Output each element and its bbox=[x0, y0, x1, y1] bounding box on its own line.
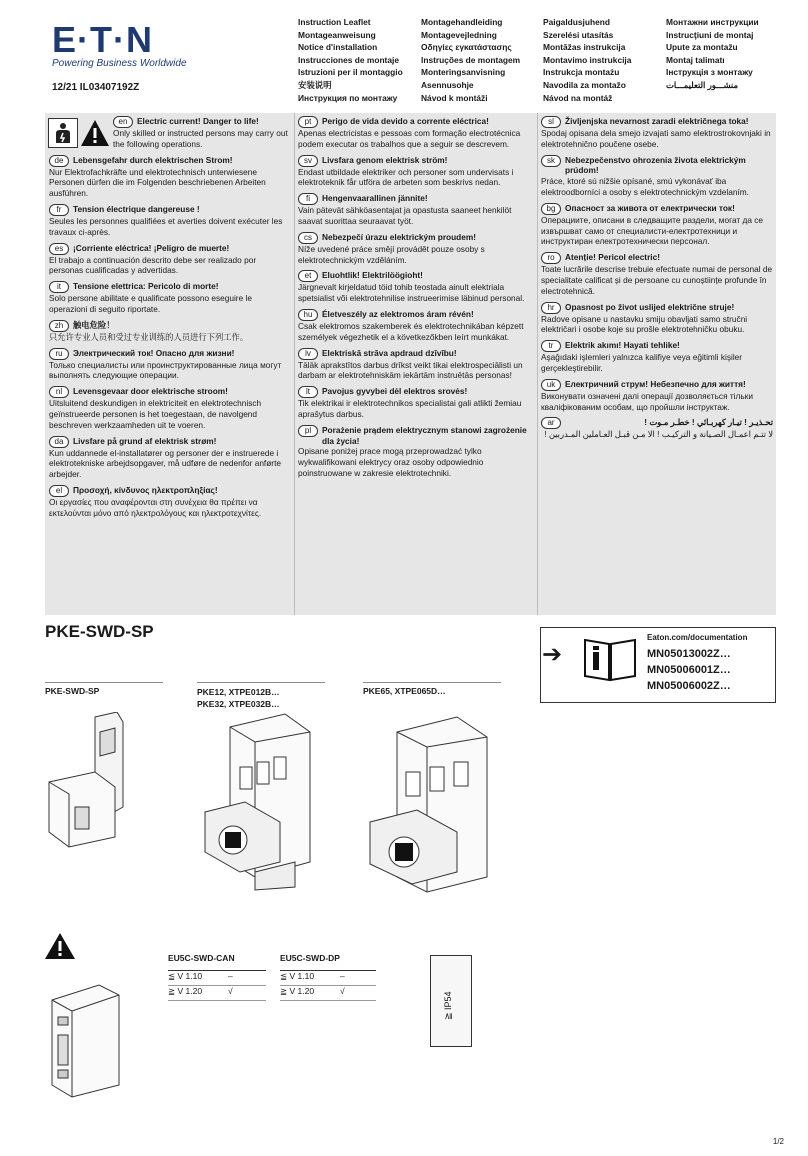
warning-ru bbox=[49, 348, 289, 382]
warning-body: Práce, ktoré sú nižšie opísané, smú vykonávať iba elektroodborníci a osoby s elektrotechnickým vzdelaním. bbox=[541, 176, 749, 197]
language-code-badge: de bbox=[49, 155, 69, 167]
doc-ref: MN05006001Z… bbox=[647, 664, 731, 676]
language-code-badge: ru bbox=[49, 348, 69, 360]
language-code-badge: nl bbox=[49, 386, 69, 398]
table-row: ≦ V 1.10 – bbox=[280, 971, 376, 986]
language-code-badge: el bbox=[49, 485, 69, 497]
warning-triangle-icon bbox=[44, 932, 76, 960]
warning-heading: ¡Corriente eléctrica! ¡Peligro de muerte! bbox=[73, 242, 230, 253]
warning-body: Операциите, описани в следващите раздели, могат да се извършват само от специалисти-електротехници и инструктиран електротехнически персонал. bbox=[541, 214, 764, 247]
warning-ro bbox=[541, 252, 773, 296]
warning-et bbox=[298, 270, 532, 304]
documentation-text bbox=[647, 630, 747, 694]
warning-heading: Livsfara genom elektrisk ström! bbox=[322, 154, 448, 165]
language-code-badge: tr bbox=[541, 340, 561, 352]
title-language-item: Istruzioni per il montaggio bbox=[298, 67, 403, 78]
warning-body: El trabajo a continuación descrito debe ser realizado por personas cualificadas y advertidas. bbox=[49, 254, 257, 276]
warning-heading: تحـذيـر ! تيـار كهربـائي ! خطـر مـوت ! bbox=[644, 417, 773, 428]
warning-heading: Elektrik akımı! Hayati tehlike! bbox=[565, 340, 680, 351]
title-language-item: Οδηγίες εγκατάστασης bbox=[421, 42, 512, 53]
language-code-badge: ar bbox=[541, 417, 561, 429]
warning-body: Apenas electricistas e pessoas com formação electrotécnica podem executar os trabalhos que a seguir se descrevem. bbox=[298, 128, 521, 149]
titles-col-1 bbox=[298, 16, 403, 104]
warning-heading: Elektriskā strāva apdraud dzīvību! bbox=[322, 347, 457, 358]
title-language-item: 安装说明 bbox=[298, 79, 332, 90]
warning-fi bbox=[298, 193, 532, 227]
warning-heading: Hengenvaarallinen jännite! bbox=[322, 193, 428, 204]
language-code-badge: bg bbox=[541, 203, 561, 215]
warning-body: Radove opisane u nastavku smiju obavljati samo stručni električari i osobe koje su prošle elektrotehničku obuku. bbox=[541, 313, 748, 335]
warning-body: Aşağıdaki işlemleri yalnızca kalifiye veya eğitimli kişiler gerçekleştirebilir. bbox=[541, 352, 743, 373]
warning-heading: Опасност за живота от електрически ток! bbox=[565, 202, 735, 213]
warning-sl bbox=[541, 116, 773, 150]
warning-heading: Életveszély az elektromos áram révén! bbox=[322, 308, 474, 319]
title-language-item: Notice d'installation bbox=[298, 42, 378, 53]
language-code-badge: pt bbox=[298, 116, 318, 128]
language-code-badge: uk bbox=[541, 379, 561, 391]
warning-heading: Atenție! Pericol electric! bbox=[565, 252, 660, 263]
doc-ref: MN05006002Z… bbox=[647, 680, 731, 692]
warning-body: Only skilled or instructed persons may carry out the following operations. bbox=[113, 128, 288, 149]
language-code-badge: en bbox=[113, 116, 133, 128]
document-id: 12/21 IL03407192Z bbox=[52, 82, 140, 93]
warning-ar bbox=[541, 417, 773, 440]
warning-da bbox=[49, 436, 289, 480]
tagline: Powering Business Worldwide bbox=[52, 58, 187, 69]
title-language-item: Paigaldusjuhend bbox=[543, 17, 611, 27]
warning-heading: Електричний струм! Небезпечно для життя! bbox=[565, 378, 746, 389]
language-code-badge: sl bbox=[541, 116, 561, 128]
title-language-item: Upute za montažu bbox=[666, 42, 738, 53]
title-language-item: Montagevejledning bbox=[421, 29, 497, 40]
table-row: ≧ V 1.20 √ bbox=[280, 986, 376, 1001]
warning-uk bbox=[541, 379, 773, 413]
product-title: PKE-SWD-SP bbox=[45, 622, 154, 641]
page-number: 1/2 bbox=[772, 1137, 784, 1146]
table-row: ≦ V 1.10 – bbox=[168, 971, 266, 986]
documentation-heading: Eaton.com/documentation bbox=[647, 633, 748, 642]
warning-body: Tālāk aprakstītos darbus drīkst veikt tikai elektrospeciālisti un darbam ar elektrotehniskām iekārtām instruētās personas! bbox=[298, 359, 523, 381]
title-language-item: Instruções de montagem bbox=[421, 54, 521, 65]
warning-heading: Porażenie prądem elektrycznym stanowi zagrożenie dla życia! bbox=[322, 424, 527, 446]
warning-lt bbox=[298, 386, 532, 420]
warning-heading: Livsfare på grund af elektrisk strøm! bbox=[73, 435, 217, 446]
warning-heading: Lebensgefahr durch elektrischen Strom! bbox=[73, 154, 233, 165]
pke-swd-sp-drawing bbox=[45, 712, 135, 852]
title-language-item: Instruction Leaflet bbox=[298, 17, 371, 27]
language-code-badge: it bbox=[49, 281, 69, 293]
warning-pl bbox=[298, 425, 532, 479]
language-code-badge: fr bbox=[49, 204, 69, 216]
warning-heading: Tensione elettrica: Pericolo di morte! bbox=[73, 281, 219, 292]
warning-body: Níže uvedené práce smějí provádět pouze osoby s elektrotechnickým vzděláním. bbox=[298, 243, 485, 265]
title-language-item: Navodila za montažo bbox=[543, 79, 626, 90]
warning-body: Spodaj opisana dela smejo izvajati samo elektrostrokovnjaki in elektrotehnično poučene osebe. bbox=[541, 128, 771, 149]
warning-body: Solo persone abilitate e qualificate possono eseguire le operazioni di seguito riportate. bbox=[49, 293, 252, 314]
warnings-column-2 bbox=[298, 116, 532, 484]
title-language-item: Инструкция по монтажу bbox=[298, 92, 398, 103]
language-code-badge: lv bbox=[298, 348, 318, 360]
language-code-badge: cs bbox=[298, 232, 318, 244]
title-language-item: Návod k montáži bbox=[421, 92, 488, 103]
title-language-item: Montagehandleiding bbox=[421, 17, 503, 27]
warning-body: Tik elektrikai ir elektrotechnikos specialistai gali atlikti žemiau aprašytus darbus. bbox=[298, 398, 522, 419]
warning-heading: Pavojus gyvybei dėl elektros srovės! bbox=[322, 386, 468, 397]
arrow-right-icon: ➔ bbox=[542, 641, 563, 668]
warning-body: Uitsluitend deskundigen in elektriciteit en elektrotechnisch geïnstrueerde personen is het toegestaan, de navolgend beschreven werkzaamheden uit te voeren. bbox=[49, 398, 262, 430]
language-code-badge: da bbox=[49, 436, 69, 448]
warning-body: Csak elektromos szakemberek és elektrotechnikában képzett személyek végezhetik el a következőkben leírt munkákat. bbox=[298, 320, 524, 342]
title-language-item: Montageanweisung bbox=[298, 29, 376, 40]
titles-col-4 bbox=[666, 16, 759, 92]
titles-col-2 bbox=[421, 16, 520, 104]
warning-heading: Nebezpečí úrazu elektrickým proudem! bbox=[322, 231, 477, 242]
warnings-column-1 bbox=[49, 116, 289, 524]
title-language-item: Montaj talimatı bbox=[666, 54, 725, 65]
table-header: EU5C-SWD-CAN bbox=[168, 953, 266, 971]
title-language-item: Instrucciones de montaje bbox=[298, 54, 399, 65]
pke65-drawing bbox=[362, 712, 512, 902]
warning-el bbox=[49, 485, 289, 519]
warning-pt bbox=[298, 116, 532, 150]
warning-heading: Electric current! Danger to life! bbox=[137, 116, 259, 126]
warning-heading: Προσοχή, κίνδυνος ηλεκτροπληξίας! bbox=[73, 484, 218, 495]
title-language-item: Monteringsanvisning bbox=[421, 67, 506, 78]
warnings-column-3 bbox=[541, 116, 773, 445]
figure-label-2: PKE12, XTPE012B… PKE32, XTPE032B… bbox=[197, 687, 280, 709]
manual-info-icon bbox=[583, 636, 637, 682]
doc-ref: MN05013002Z… bbox=[647, 648, 731, 660]
warning-tr bbox=[541, 340, 773, 374]
warning-sk bbox=[541, 155, 773, 198]
pke12-pke32-drawing bbox=[195, 712, 335, 892]
language-code-badge: pl bbox=[298, 425, 318, 437]
warning-zh bbox=[49, 320, 289, 343]
language-code-badge: hr bbox=[541, 302, 561, 314]
title-language-item: Instrucţiuni de montaj bbox=[666, 29, 754, 40]
language-code-badge: es bbox=[49, 243, 69, 255]
warning-es bbox=[49, 243, 289, 277]
ip-rating-label: ≧ IP54 bbox=[443, 991, 453, 1020]
warning-sv bbox=[298, 155, 532, 189]
warning-heading: Eluohtlik! Elektrilöögioht! bbox=[322, 270, 423, 281]
warning-fr bbox=[49, 204, 289, 238]
language-code-badge: hu bbox=[298, 309, 318, 321]
language-code-badge: ro bbox=[541, 252, 561, 264]
warning-en bbox=[49, 116, 289, 150]
warning-body: Seules les personnes qualifiées et averties doivent exécuter les travaux ci-après. bbox=[49, 215, 283, 237]
warning-de bbox=[49, 155, 289, 199]
title-language-item: Szerelési utasítás bbox=[543, 29, 614, 40]
title-language-item: Návod na montáž bbox=[543, 92, 613, 103]
warning-hu bbox=[298, 309, 532, 343]
warning-body: Järgnevalt kirjeldatud töid tohib teostada ainult elektriala spetsialist või elektrotehnilise instrueerimise läbinud personal. bbox=[298, 282, 525, 304]
language-code-badge: zh bbox=[49, 320, 69, 332]
warning-body: Endast utbildade elektriker och personer som undervisats i elektroteknik får utföra de arbeten som beskrivs nedan. bbox=[298, 166, 514, 188]
language-code-badge: sk bbox=[541, 155, 561, 167]
warning-lv bbox=[298, 348, 532, 382]
title-language-item: Монтажни инструкции bbox=[666, 17, 759, 27]
compat-table-dp bbox=[280, 953, 376, 1001]
warning-heading: Электрический ток! Опасно для жизни! bbox=[73, 347, 235, 358]
warning-hr bbox=[541, 302, 773, 336]
warning-body: Nur Elektrofachkräfte und elektrotechnisch unterwiesene Personen dürfen die im Folgenden beschriebenen Arbeiten ausführen. bbox=[49, 166, 266, 199]
ip54-enclosure bbox=[430, 955, 472, 1047]
warning-heading: Levensgevaar door elektrische stroom! bbox=[73, 386, 228, 397]
warning-heading: Nebezpečenstvo ohrozenia života elektrickým prúdom! bbox=[565, 154, 746, 176]
figure-label-1: PKE-SWD-SP bbox=[45, 686, 100, 696]
title-language-item: Montavimo instrukcija bbox=[543, 54, 632, 65]
warning-heading: Življenjska nevarnost zaradi električnega toka! bbox=[565, 116, 749, 126]
warning-heading: 触电危险！ bbox=[73, 319, 115, 330]
table-row: ≧ V 1.20 √ bbox=[168, 986, 266, 1001]
table-header: EU5C-SWD-DP bbox=[280, 953, 376, 971]
warning-bg bbox=[541, 203, 773, 247]
warning-body: Kun uddannede el-installatører og personer der e instruerede i elektrotekniske arbejdsopgaver, må udføre de nedenfor anførte arbejder. bbox=[49, 447, 281, 480]
title-language-item: Montāžas instrukcija bbox=[543, 42, 626, 53]
warning-body: Toate lucrările descrise trebuie efectuate numai de personal de specialitate calificat și de persoane cu cunoștiințe profunde în electrotehnică. bbox=[541, 264, 773, 296]
warning-body: لا تتـم اعمـال الصـيانة و التركيـب ! الا مـن قبـل العـاملين المـدربين ! bbox=[544, 429, 773, 440]
warning-heading: Opasnost po život uslijed električne struje! bbox=[565, 301, 735, 312]
title-language-item: منشـــور التعليمـــات bbox=[666, 79, 738, 90]
title-language-item: Asennusohje bbox=[421, 79, 474, 90]
language-code-badge: et bbox=[298, 270, 318, 282]
warning-heading: Perigo de vida devido a corrente eléctrica! bbox=[322, 116, 489, 126]
figure-label-3: PKE65, XTPE065D… bbox=[363, 686, 446, 696]
warning-heading: Tension électrique dangereuse ! bbox=[73, 203, 200, 214]
warning-body: 只允许专业人员和受过专业训练的人员进行下列工作。 bbox=[49, 331, 249, 342]
warning-body: Οι εργασίες που αναφέρονται στη συνέχεια θα πρέπει να εκτελούνται μόνο από ηλεκτρολόγους και ηλεκτροτεχνίτες. bbox=[49, 496, 262, 518]
titles-col-3 bbox=[543, 16, 631, 104]
language-code-badge: lt bbox=[298, 386, 318, 398]
eu5c-module-drawing bbox=[44, 975, 134, 1100]
title-language-item: Інструкція з монтажу bbox=[666, 67, 753, 78]
warning-body: Vain pätevät sähköasentajat ja opastusta saaneet henkilöt saavat suorittaa seuraavat työt. bbox=[298, 205, 512, 226]
warning-body: Виконувати означені далі операції дозволяється тільки кваліфікованим особам, що пройшли інструктаж. bbox=[541, 390, 753, 412]
warning-nl bbox=[49, 386, 289, 430]
compat-table-can bbox=[168, 953, 266, 1001]
language-code-badge: fi bbox=[298, 193, 318, 205]
title-language-item: Instrukcja montażu bbox=[543, 67, 620, 78]
warning-it bbox=[49, 281, 289, 315]
eaton-logo: E·T·N bbox=[52, 19, 153, 60]
warning-body: Только специалисты или проинструктированные лица могут выполнять следующие операции. bbox=[49, 359, 282, 381]
language-code-badge: sv bbox=[298, 155, 318, 167]
warning-cs bbox=[298, 232, 532, 266]
warning-body: Opisane poniżej prace mogą przeprowadzać tylko wykwalifikowani elektrycy oraz osoby odpowiednio poinstruowane w zakresie elektrotechniki. bbox=[298, 446, 484, 478]
